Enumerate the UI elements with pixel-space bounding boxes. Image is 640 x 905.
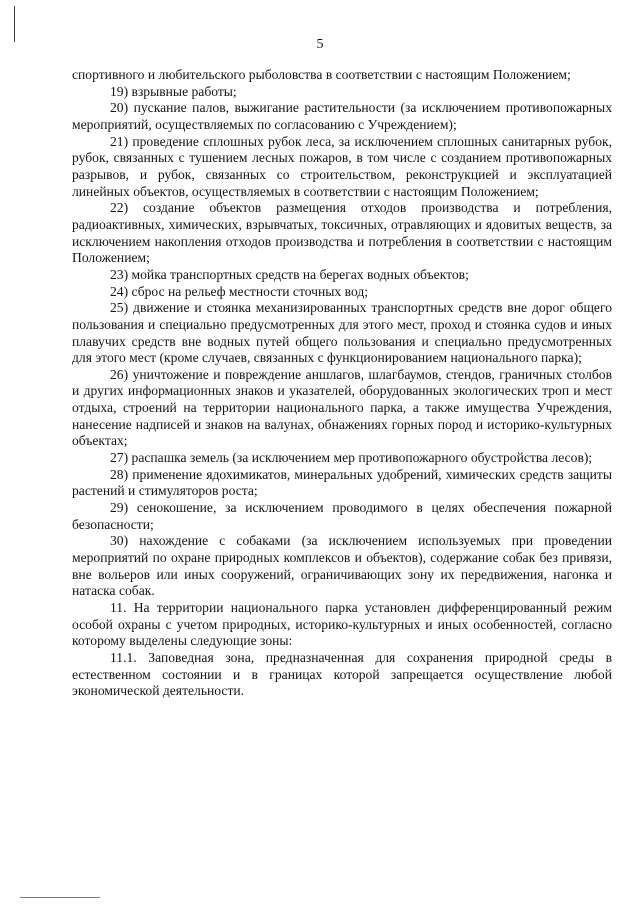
paragraph-section-11-1: 11.1. Заповедная зона, предназначенная для сохранения природной среды в естественном состоянии и в границах которой запрещается осуществление любой экономической деятельности. [72, 649, 612, 699]
paragraph-item-26: 26) уничтожение и повреждение аншлагов, шлагбаумов, стендов, граничных столбов и других информационных знаков и указателей, оборудованных экологических троп и мест отдыха, строений на территории национального парка, а также имущества Учреждения, нанесение надписей и знаков на валунах, обнажениях горных пород и историко-культурных объектах; [72, 366, 612, 449]
paragraph-item-29: 29) сенокошение, за исключением проводимого в целях обеспечения пожарной безопасности; [72, 500, 612, 532]
paragraph-section-11: 11. На территории национального парка установлен дифференцированный режим особой охраны с учетом природных, историко-культурных и иных особенностей, согласно которому выделены следующие зоны: [72, 600, 612, 649]
paragraph-item-20: 20) пускание палов, выжигание растительности (за исключением противопожарных мероприятий, осуществляемых по согласованию с Учреждением); [72, 100, 612, 132]
paragraph-continuation: спортивного и любительского рыболовства в соответствии с настоящим Положением; [72, 67, 571, 82]
paragraph-item-21: 21) проведение сплошных рубок леса, за исключением сплошных санитарных рубок, рубок, связанных с тушением лесных пожаров, в том числе с созданием противопожарных разрывов, и рубок, связанных со строительством, реконструкцией и эксплуатацией линейных объектов, осуществляемых в соответствии с настоящим Положением; [72, 133, 612, 199]
paragraph-item-27: 27) распашка земель (за исключением мер противопожарного обустройства лесов); [110, 450, 593, 466]
paragraph-item-28: 28) применение ядохимикатов, минеральных удобрений, химических средств защиты растений и стимуляторов роста; [72, 466, 612, 499]
paragraph-item-22: 22) создание объектов размещения отходов производства и потребления, радиоактивных, химических, взрывчатых, токсичных, отравляющих и ядовитых веществ, за исключением накопления отходов производства и потребления в соответствии с настоящим Положением; [72, 200, 612, 266]
paragraph-item-19: 19) взрывные работы; [110, 83, 237, 99]
document-body [72, 67, 612, 700]
paragraph-item-23: 23) мойка транспортных средств на берегах водных объектов; [110, 266, 469, 282]
page-number: 5 [316, 37, 324, 52]
paragraph-item-30: 30) нахождение с собаками (за исключением используемых при проведении мероприятий по охране природных комплексов и объектов), содержание собак без привязи, вне вольеров или иных сооружений, ограничивающих зону их передвижения, нагонка и натаска собак. [72, 533, 612, 599]
paragraph-item-25: 25) движение и стоянка механизированных транспортных средств вне дорог общего пользования и специально предусмотренных для этого мест, проход и стоянка судов и иных плавучих средств вне водных путей общего пользования и специально предусмотренных для этого мест (кроме случаев, связанных с функционированием национального парка); [72, 300, 612, 366]
scan-bottom-mark [20, 897, 100, 898]
paragraph-item-24: 24) сброс на рельеф местности сточных вод; [110, 283, 369, 299]
